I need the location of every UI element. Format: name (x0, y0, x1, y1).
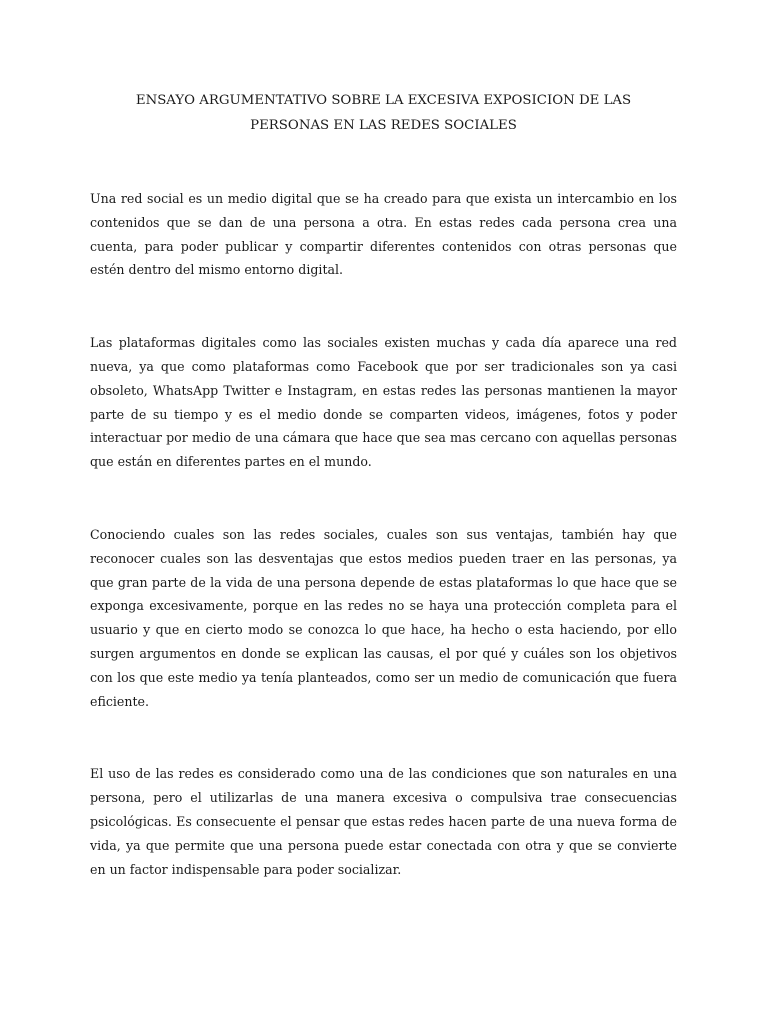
paragraph-2: Las plataformas digitales como las sociales existen muchas y cada día aparece una red nueva, ya que como plataformas como Facebook que por ser tradicionales son ya casi obsoleto, WhatsApp Twitter e Instagram, en estas redes las personas mantienen la mayor parte de su tiempo y es el medio donde se comparten videos, imágenes, fotos y poder interactuar por medio de una cámara que hace que sea mas cercano con aquellas personas que están en diferentes partes en el mundo. (90, 335, 677, 470)
document-page (90, 88, 677, 881)
document-title (90, 88, 677, 138)
title-line-2: PERSONAS EN LAS REDES SOCIALES (250, 118, 517, 133)
title-line-1: ENSAYO ARGUMENTATIVO SOBRE LA EXCESIVA EXPOSICION DE LAS (135, 93, 632, 108)
paragraph-3: Conociendo cuales son las redes sociales, cuales son sus ventajas, también hay que reconocer cuales son las desventajas que estos medios pueden traer en las personas, ya que gran parte de la vida de una persona depende de estas plataformas lo que hace que se exponga excesivamente, porque en las redes no se haya una protección completa para el usuario y que en cierto modo se conozca lo que hace, ha hecho o esta haciendo, por ello surgen argumentos en donde se explican las causas, el por qué y cuáles son los objetivos con los que este medio ya tenía planteados, como ser un medio de comunicación que fuera eficiente. (90, 526, 677, 709)
paragraph-4: El uso de las redes es considerado como una de las condiciones que son naturales en una persona, pero el utilizarlas de una manera excesiva o compulsiva trae consecuencias psicológicas. Es consecuente el pensar que estas redes hacen parte de una nueva forma de vida, ya que permite que una persona puede estar conectada con otra y que se convierte en un factor indispensable para poder socializar. (90, 766, 677, 877)
paragraph-1: Una red social es un medio digital que se ha creado para que exista un intercambio en los contenidos que se dan de una persona a otra. En estas redes cada persona crea una cuenta, para poder publicar y compartir diferentes contenidos con otras personas que estén dentro del mismo entorno digital. (90, 191, 677, 278)
